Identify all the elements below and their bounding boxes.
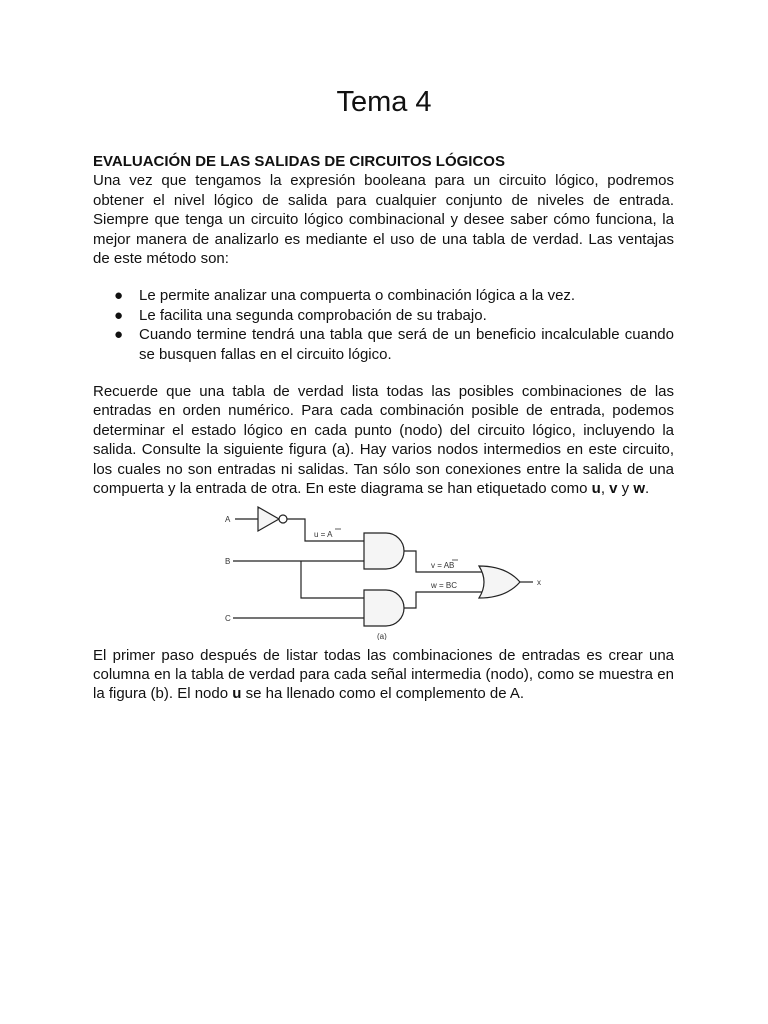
- node-v-label: v: [609, 480, 618, 498]
- label-v: v = AB: [431, 560, 455, 570]
- label-w: w = BC: [431, 580, 458, 590]
- page-title: Tema 4: [336, 86, 432, 118]
- list-item: ● Cuando termine tendrá una tabla que será de un beneficio incalculable cuando se busquen fallas en el circuito lógico.: [114, 326, 674, 363]
- not-gate: [258, 507, 279, 531]
- input-a-label: A: [225, 514, 231, 524]
- figure-caption: (a): [377, 631, 387, 640]
- input-c-label: C: [225, 613, 231, 623]
- output-x-label: x: [537, 577, 541, 587]
- bullet-icon: ●: [114, 326, 124, 344]
- list-item: ● Le facilita una segunda comprobación de su trabajo.: [114, 306, 487, 324]
- not-bubble: [279, 515, 287, 523]
- node-w-label: w: [633, 480, 646, 498]
- truth-table-paragraph: Recuerde que una tabla de verdad lista todas las posibles combinaciones de las entradas en orden numérico. Para cada combinación posible de entrada, podemos determinar el estado lógico en cada punto (nodo) del circuito lógico, incluyendo la salida. Consulte la siguiente figura (a). Hay varios nodos intermedios en este circuito, los cuales no son entradas ni salidas. Tan sólo son conexiones entre la salida de una compuerta y la entrada de otra. En este diagrama se han etiquetado como u, v y w.: [93, 383, 674, 498]
- or-gate: [479, 566, 520, 598]
- label-u: u = A: [314, 529, 333, 539]
- list-item: ● Le permite analizar una compuerta o combinación lógica a la vez.: [114, 287, 576, 305]
- bullet-icon: ●: [114, 287, 124, 305]
- and-gate-2: [364, 590, 404, 626]
- bullet-icon: ●: [114, 306, 124, 324]
- node-u-ref: u: [232, 685, 242, 703]
- node-u-label: u: [591, 480, 601, 498]
- wire-w: [404, 592, 483, 608]
- advantages-list: [93, 286, 674, 364]
- first-step-paragraph: El primer paso después de listar todas las combinaciones de entradas es crear una columna en la tabla de verdad para cada señal intermedia (nodo), como se muestra en la figura (b). El nodo u se ha llenado como el complemento de A.: [93, 646, 674, 703]
- section-heading: EVALUACIÓN DE LAS SALIDAS DE CIRCUITOS LÓGICOS: [93, 153, 505, 170]
- and-gate-1: [364, 533, 404, 569]
- circuit-diagram: [221, 506, 547, 640]
- wire-b-branch: [301, 561, 364, 598]
- input-b-label: B: [225, 556, 231, 566]
- document-body: [93, 152, 674, 704]
- intro-paragraph: Una vez que tengamos la expresión booleana para un circuito lógico, podremos obtener el nivel lógico de salida para cualquier conjunto de niveles de entrada. Siempre que tenga un circuito lógico combinacional y desee saber cómo funciona, la mejor manera de analizarlo es mediante el uso de una tabla de verdad. Las ventajas de este método son:: [93, 172, 674, 268]
